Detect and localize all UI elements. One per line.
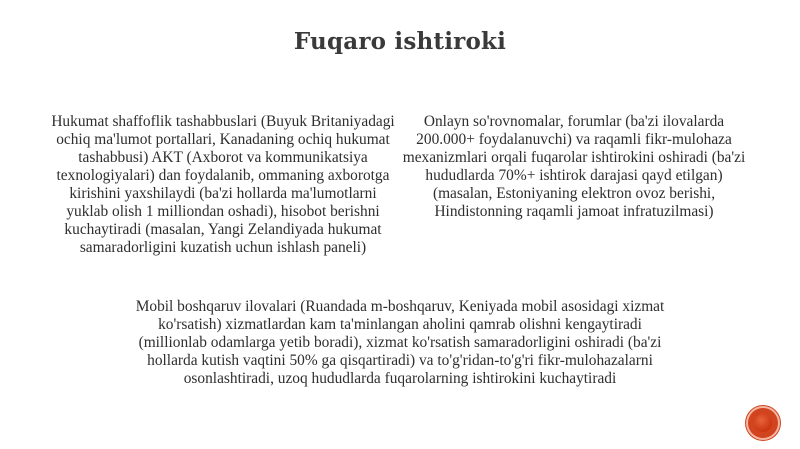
- circle-button-icon[interactable]: [748, 408, 778, 438]
- paragraph-mobile-governance: Mobil boshqaruv ilovalari (Ruandada m-boshqaruv, Keniyada mobil asosidagi xizmat ko'rsatish) xizmatlardan kam ta'minlangan aholini qamrab olishni kengaytiradi (millionlab odamlarga yetib boradi), xizmat ko'rsatish samaradorligini oshiradi (ba'zi hollarda kutish vaqtini 50% ga qisqartiradi) va to'g'ridan-to'g'ri fikr-mulohazalarni osonlashtiradi, uzoq hududlarda fuqarolarning ishtirokini kuchaytiradi: [135, 298, 665, 387]
- paragraph-citizen-participation: Onlayn so'rovnomalar, forumlar (ba'zi ilovalarda 200.000+ foydalanuvchi) va raqamli fikr-mulohaza mexanizmlari orqali fuqarolar ishtirokini oshiradi (ba'zi hududlarda 70%+ ishtirok darajasi qayd etilgan) (masalan, Estoniyaning elektron ovoz berishi, Hindistonning raqamli jamoat infratuzilmasi): [402, 113, 746, 220]
- paragraph-government-transparency: Hukumat shaffoflik tashabbuslari (Buyuk Britaniyadagi ochiq ma'lumot portallari, Kanadaning ochiq hukumat tashabbusi) AKT (Axborot va kommunikatsiya texnologiyalari) dan foydalanib, ommaning axborotga kirishini yaxshilaydi (ba'zi hollarda ma'lumotlarni yuklab olish 1 milliondan oshadi), hisobot berishni kuchaytiradi (masalan, Yangi Zelandiyada hukumat samaradorligini kuzatish uchun ishlash paneli): [51, 113, 395, 256]
- slide-title: Fuqaro ishtiroki: [293, 28, 507, 55]
